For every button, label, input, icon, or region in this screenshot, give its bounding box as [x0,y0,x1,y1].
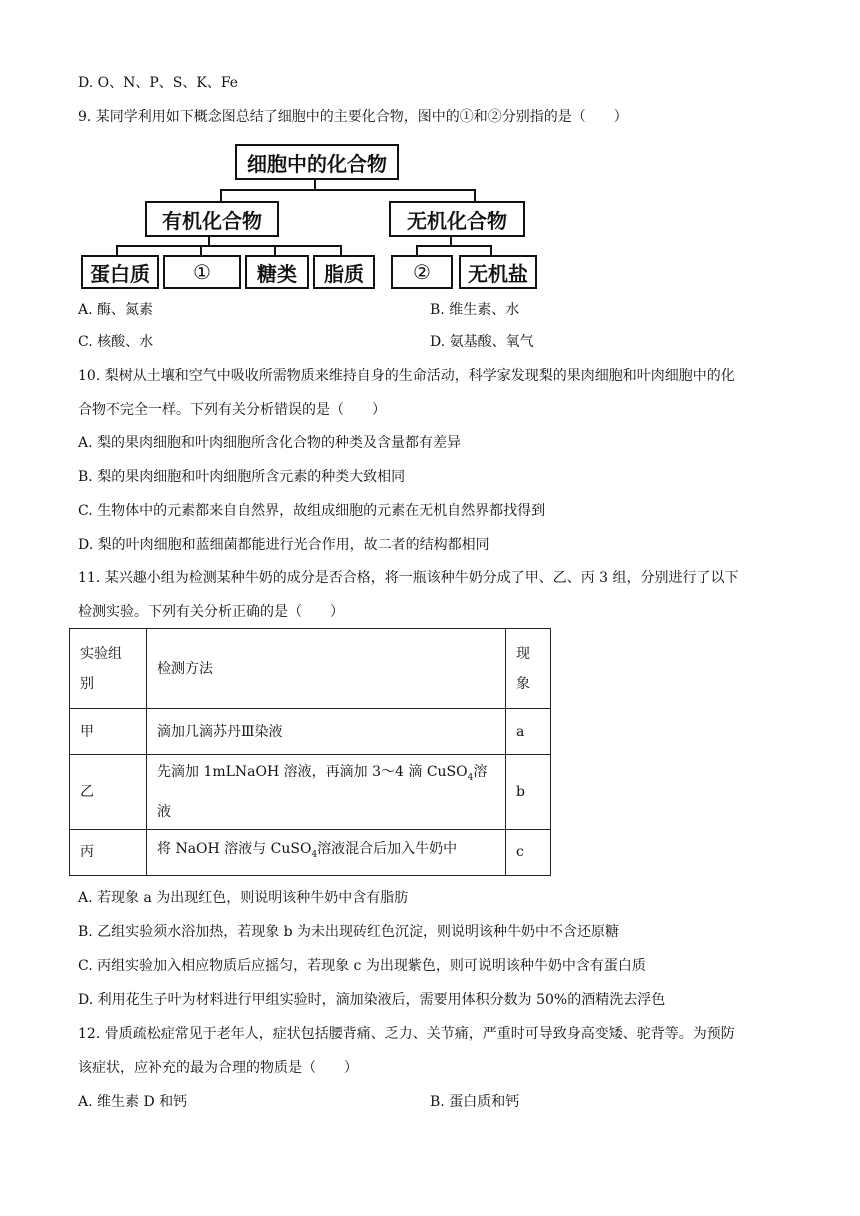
q10-option-d: D. 梨的叶肉细胞和蓝细菌都能进行光合作用，故二者的结构都相同 [78,537,490,553]
q12-option-a: A. 维生素 D 和钙 [78,1094,188,1110]
lipid-node: 脂质 [313,255,375,289]
row-group: 丙 [70,829,147,875]
row-method: 将 NaOH 溶液与 CuSO$_4$溶液混合后加入牛奶中 [147,829,506,875]
blank2-node: ② [391,255,453,289]
q11-stem-2: 检测实验。下列有关分析正确的是（ ） [78,604,344,620]
q10-option-c: C. 生物体中的元素都来自自然界，故组成细胞的元素在无机自然界都找得到 [78,503,546,519]
header-phen: 现 象 [506,629,551,709]
inorganic-node: 无机化合物 [389,201,525,237]
concept-map [78,138,558,288]
blank1-node: ① [163,255,241,289]
row-group: 乙 [70,755,147,830]
protein-node: 蛋白质 [81,255,159,289]
q9-option-a: A. 酶、氮素 [78,302,154,318]
q11-option-a: A. 若现象 a 为出现红色，则说明该种牛奶中含有脂肪 [78,890,409,906]
row-method: 先滴加 1mLNaOH 溶液，再滴加 3～4 滴 CuSO$_4$溶液 [147,755,506,830]
table-row [70,755,551,830]
q10-option-b: B. 梨的果肉细胞和叶肉细胞所含元素的种类大致相同 [78,469,406,485]
table-row [70,709,551,755]
q12-option-b: B. 蛋白质和钙 [430,1094,520,1110]
organic-node: 有机化合物 [145,201,279,237]
q10-stem-1: 10. 梨树从土壤和空气中吸收所需物质来维持自身的生命活动，科学家发现梨的果肉细胞和叶肉细胞中的化 [78,368,735,384]
row-phen: c [506,829,551,875]
salt-node: 无机盐 [459,255,537,289]
q9-option-c: C. 核酸、水 [78,334,154,350]
root-node: 细胞中的化合物 [235,144,399,180]
q10-stem-2: 合物不完全一样。下列有关分析错误的是（ ） [78,402,386,418]
q12-stem-1: 12. 骨质疏松症常见于老年人，症状包括腰背痛、乏力、关节痛，严重时可导致身高变矮、驼背等。为预防 [78,1026,735,1042]
q9-option-d: D. 氨基酸、氧气 [430,334,534,350]
q12-stem-2: 该症状，应补充的最为合理的物质是（ ） [78,1060,358,1076]
row-group: 甲 [70,709,147,755]
q10-option-a: A. 梨的果肉细胞和叶肉细胞所含化合物的种类及含量都有差异 [78,435,462,451]
sugar-node: 糖类 [245,255,309,289]
row-phen: a [506,709,551,755]
q11-stem-1: 11. 某兴趣小组为检测某种牛奶的成分是否合格，将一瓶该种牛奶分成了甲、乙、丙 3 组，分别进行了以下 [78,570,739,586]
q9-stem: 9. 某同学利用如下概念图总结了细胞中的主要化合物，图中的①和②分别指的是（ ） [78,109,628,125]
row-method: 滴加几滴苏丹Ⅲ染液 [147,709,506,755]
q11-option-d: D. 利用花生子叶为材料进行甲组实验时，滴加染液后，需要用体积分数为 50%的酒精洗去浮色 [78,992,666,1008]
q9-option-b: B. 维生素、水 [430,302,520,318]
table-row [70,829,551,875]
q11-option-c: C. 丙组实验加入相应物质后应摇匀，若现象 c 为出现紫色，则可说明该种牛奶中含有蛋白质 [78,958,646,974]
table-header-row [70,629,551,709]
row-phen: b [506,755,551,830]
header-group: 实验组 别 [70,629,147,709]
q11-option-b: B. 乙组实验须水浴加热，若现象 b 为未出现砖红色沉淀，则说明该种牛奶中不含还原糖 [78,924,620,940]
header-method: 检测方法 [147,629,506,709]
q8-option-d: D. O、N、P、S、K、Fe [78,75,239,91]
experiment-table [69,628,551,876]
